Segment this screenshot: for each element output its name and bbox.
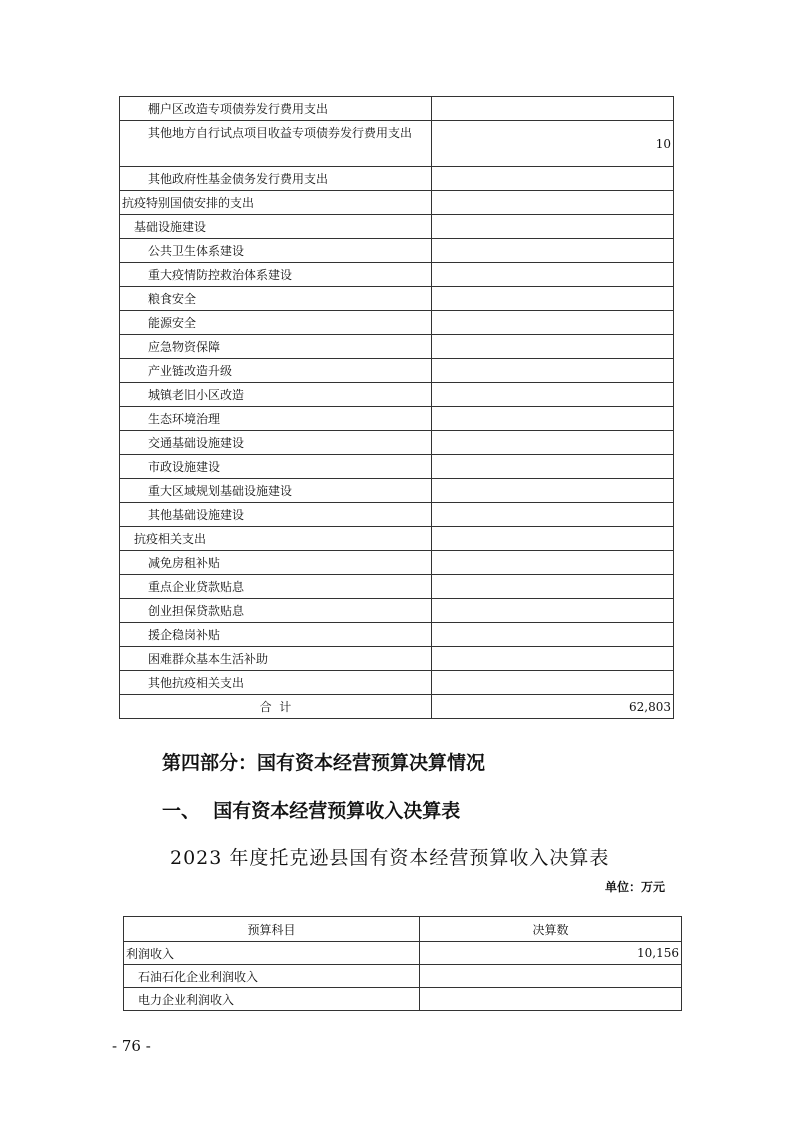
row-label: 抗疫相关支出 (120, 527, 432, 551)
row-label: 其他抗疫相关支出 (120, 671, 432, 695)
row-label-text: 其他地方自行试点项目收益专项债券发行费用支出 (148, 126, 413, 140)
row-value (432, 431, 674, 455)
row-value (432, 335, 674, 359)
row-value (432, 239, 674, 263)
row-label: 利润收入 (124, 942, 420, 965)
row-value (432, 503, 674, 527)
table-row (120, 455, 674, 479)
row-value (432, 287, 674, 311)
row-label: 重大疫情防控救治体系建设 (120, 263, 432, 287)
table-row (120, 167, 674, 191)
table-row (120, 97, 674, 121)
row-label: 其他基础设施建设 (120, 503, 432, 527)
row-value (432, 383, 674, 407)
row-value (432, 671, 674, 695)
row-label: 应急物资保障 (120, 335, 432, 359)
table-row (120, 551, 674, 575)
row-value (420, 988, 682, 1011)
table-row (120, 215, 674, 239)
table-row (120, 527, 674, 551)
table-row (120, 431, 674, 455)
row-label: 交通基础设施建设 (120, 431, 432, 455)
unit-label: 单位：万元 (605, 880, 666, 894)
total-row (120, 695, 674, 719)
row-label: 其他政府性基金债务发行费用支出 (120, 167, 432, 191)
row-value (432, 647, 674, 671)
table-row (120, 239, 674, 263)
table-row (120, 311, 674, 335)
row-value (432, 407, 674, 431)
table-title: 2023 年度托克逊县国有资本经营预算收入决算表 (170, 847, 610, 869)
row-value (432, 97, 674, 121)
row-label: 公共卫生体系建设 (120, 239, 432, 263)
row-value (432, 575, 674, 599)
row-value: 10 (432, 121, 674, 167)
table-row (120, 121, 674, 167)
row-value (432, 479, 674, 503)
row-value (432, 623, 674, 647)
table-row (120, 479, 674, 503)
table-row (120, 599, 674, 623)
row-value (432, 455, 674, 479)
table-row (120, 383, 674, 407)
row-value: 10,156 (420, 942, 682, 965)
row-value (432, 551, 674, 575)
row-label: 粮食安全 (120, 287, 432, 311)
table-row (120, 503, 674, 527)
table-row (120, 575, 674, 599)
row-value (432, 599, 674, 623)
row-label: 援企稳岗补贴 (120, 623, 432, 647)
row-value (432, 191, 674, 215)
part-heading: 第四部分：国有资本经营预算决算情况 (162, 752, 486, 774)
table-row (120, 263, 674, 287)
row-value (432, 215, 674, 239)
table-row (124, 988, 682, 1011)
row-label: 能源安全 (120, 311, 432, 335)
row-value (432, 527, 674, 551)
row-label: 城镇老旧小区改造 (120, 383, 432, 407)
row-label: 基础设施建设 (120, 215, 432, 239)
row-value (432, 167, 674, 191)
row-value (432, 359, 674, 383)
table-row (120, 407, 674, 431)
row-label: 市政设施建设 (120, 455, 432, 479)
table-row (120, 623, 674, 647)
column-header: 决算数 (420, 917, 682, 942)
row-label: 电力企业利润收入 (124, 988, 420, 1011)
row-label: 石油石化企业利润收入 (124, 965, 420, 988)
section-heading: 一、 国有资本经营预算收入决算表 (162, 800, 461, 822)
table-row (124, 965, 682, 988)
row-value (432, 263, 674, 287)
total-value: 62,803 (432, 695, 674, 719)
row-label: 重点企业贷款贴息 (120, 575, 432, 599)
page-number: - 76 - (112, 1037, 151, 1055)
table-row (120, 359, 674, 383)
expenditure-table (119, 96, 674, 719)
table-row (120, 335, 674, 359)
row-label: 抗疫特别国债安排的支出 (120, 191, 432, 215)
row-label (120, 121, 432, 167)
table-row (120, 287, 674, 311)
row-label: 困难群众基本生活补助 (120, 647, 432, 671)
row-label: 产业链改造升级 (120, 359, 432, 383)
row-label: 创业担保贷款贴息 (120, 599, 432, 623)
column-header: 预算科目 (124, 917, 420, 942)
table-row (124, 942, 682, 965)
table-row (120, 671, 674, 695)
row-value (420, 965, 682, 988)
header-row (124, 917, 682, 942)
total-label: 合 计 (120, 695, 432, 719)
revenue-table (123, 916, 682, 1011)
row-label: 重大区域规划基础设施建设 (120, 479, 432, 503)
row-value (432, 311, 674, 335)
row-label: 减免房租补贴 (120, 551, 432, 575)
row-label: 棚户区改造专项债券发行费用支出 (120, 97, 432, 121)
table-row (120, 647, 674, 671)
row-label: 生态环境治理 (120, 407, 432, 431)
table-row (120, 191, 674, 215)
